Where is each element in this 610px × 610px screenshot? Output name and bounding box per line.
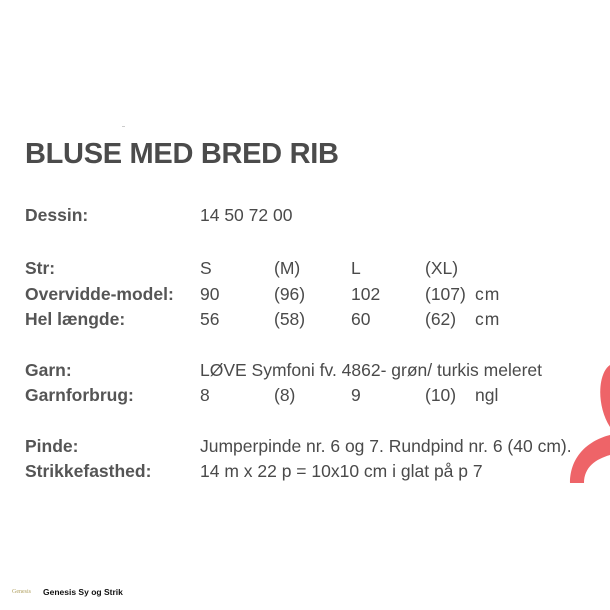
scan-mark: [122, 126, 125, 127]
size-xl: (XL): [425, 258, 459, 278]
pinde-label: Pinde:: [25, 436, 79, 456]
laengde-label: Hel længde:: [25, 309, 126, 329]
overvidde-xl: (107): [425, 284, 466, 304]
genesis-logo: Genesis: [12, 589, 31, 595]
dessin-label: Dessin:: [25, 205, 89, 225]
footer: [12, 585, 123, 599]
laengde-m: (58): [274, 309, 306, 329]
overvidde-label: Overvidde-model:: [25, 284, 174, 304]
red-logo-shape: [560, 355, 610, 485]
size-l: L: [351, 258, 361, 278]
laengde-l: 60: [351, 309, 371, 329]
laengde-xl: (62): [425, 309, 457, 329]
pattern-title: BLUSE MED BRED RIB: [25, 138, 339, 170]
laengde-unit: cm: [475, 309, 501, 329]
pinde-value: Jumperpinde nr. 6 og 7. Rundpind nr. 6 (40 cm).: [200, 436, 572, 456]
garn-value: LØVE Symfoni fv. 4862- grøn/ turkis meleret: [200, 360, 543, 380]
garnforbrug-label: Garnforbrug:: [25, 385, 134, 405]
strikkefasthed-label: Strikkefasthed:: [25, 461, 152, 481]
garnforbrug-s: 8: [200, 385, 210, 405]
overvidde-unit: cm: [475, 284, 501, 304]
overvidde-l: 102: [351, 284, 381, 304]
size-s: S: [200, 258, 212, 278]
garnforbrug-xl: (10): [425, 385, 457, 405]
garnforbrug-unit: ngl: [475, 385, 499, 405]
strikkefasthed-value: 14 m x 22 p = 10x10 cm i glat på p 7: [200, 461, 483, 481]
footer-brand: Genesis Sy og Strik: [43, 587, 123, 597]
garnforbrug-l: 9: [351, 385, 361, 405]
garn-label: Garn:: [25, 360, 72, 380]
overvidde-m: (96): [274, 284, 306, 304]
overvidde-s: 90: [200, 284, 220, 304]
sizes-label: Str:: [25, 258, 56, 278]
laengde-s: 56: [200, 309, 220, 329]
dessin-value: 14 50 72 00: [200, 205, 293, 225]
size-m: (M): [274, 258, 301, 278]
garnforbrug-m: (8): [274, 385, 296, 405]
